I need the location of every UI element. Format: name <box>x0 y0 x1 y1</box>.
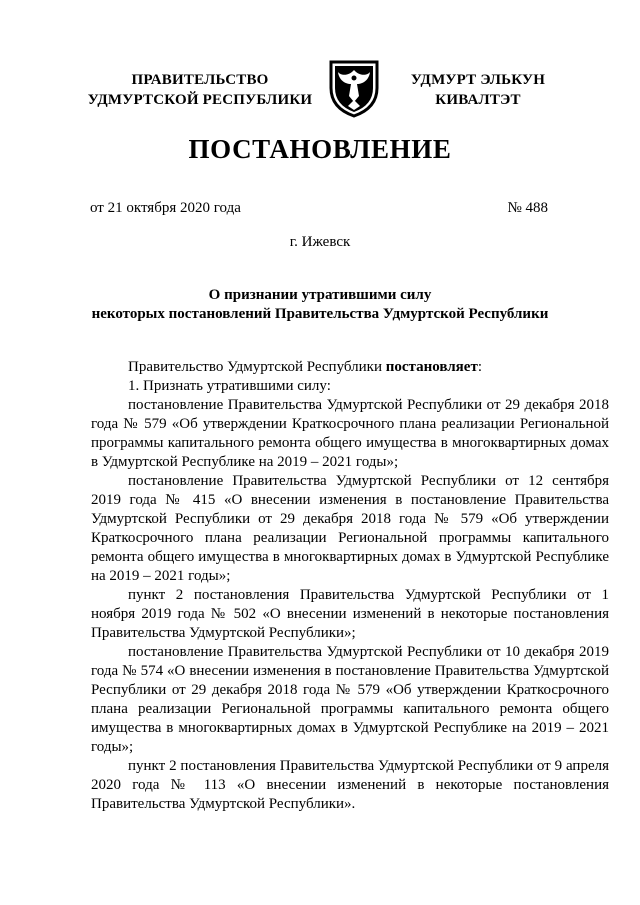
intro-paragraph <box>91 358 609 377</box>
government-name-line-1: ПРАВИТЕЛЬСТВО <box>131 72 269 88</box>
list-item: пункт 2 постановления Правительства Удмуртской Республики от 9 апреля 2020 года № 113 «О внесении изменений в некоторые постановления Правительства Удмуртской Республики». <box>91 758 609 812</box>
document-title-line-1: О признании утратившими силу <box>208 287 432 303</box>
document-title <box>0 286 640 324</box>
government-name-russian <box>85 70 315 110</box>
government-name-udmurt <box>398 70 558 110</box>
list-item: постановление Правительства Удмуртской Республики от 29 декабря 2018 года № 579 «Об утверждении Краткосрочного плана реализации Региональной программы капитального ремонта общего имущества в многоквартирных домах в Удмуртской Республике на 2019 – 2021 годы»; <box>91 397 609 470</box>
intro-prefix: Правительство Удмуртской Республики <box>128 359 386 375</box>
government-name-udmurt-line-1: УДМУРТ ЭЛЬКУН <box>410 72 546 88</box>
document-date: от 21 октября 2020 года <box>90 200 241 216</box>
intro-verb: постановляет <box>385 359 478 375</box>
item-1: 1. Признать утратившими силу: <box>128 378 331 394</box>
document-title-line-2: некоторых постановлений Правительства Удмуртской Республики <box>91 306 549 322</box>
intro-suffix: : <box>477 359 482 375</box>
list-item: пункт 2 постановления Правительства Удмуртской Республики от 1 ноября 2019 года № 502 «О внесении изменений в некоторые постановления Правительства Удмуртской Республики»; <box>91 587 609 641</box>
government-name-udmurt-line-2: КИВАЛТЭТ <box>435 92 521 108</box>
document-body <box>91 358 609 814</box>
document-city: г. Ижевск <box>289 234 351 250</box>
list-item: постановление Правительства Удмуртской Республики от 12 сентября 2019 года № 415 «О внесении изменения в постановление Правительства Удмуртской Республики от 29 декабря 2018 года № 579 «Об утверждении Краткосрочного плана реализации Региональной программы капитального ремонта общего имущества в многоквартирных домах в Удмуртской Республике на 2019 – 2021 годы»; <box>91 473 609 584</box>
coat-of-arms-icon <box>327 56 381 118</box>
list-item: постановление Правительства Удмуртской Республики от 10 декабря 2019 года № 574 «О внесении изменения в постановление Правительства Удмуртской Республики от 29 декабря 2018 года № 579 «Об утверждении Краткосрочного плана реализации Региональной программы капитального ремонта общего имущества в многоквартирных домах в Удмуртской Республике на 2019 – 2021 годы»; <box>91 644 609 755</box>
document-type-heading: ПОСТАНОВЛЕНИЕ <box>188 134 452 164</box>
document-number: № 488 <box>507 200 548 216</box>
government-name-line-2: УДМУРТСКОЙ РЕСПУБЛИКИ <box>87 92 313 108</box>
